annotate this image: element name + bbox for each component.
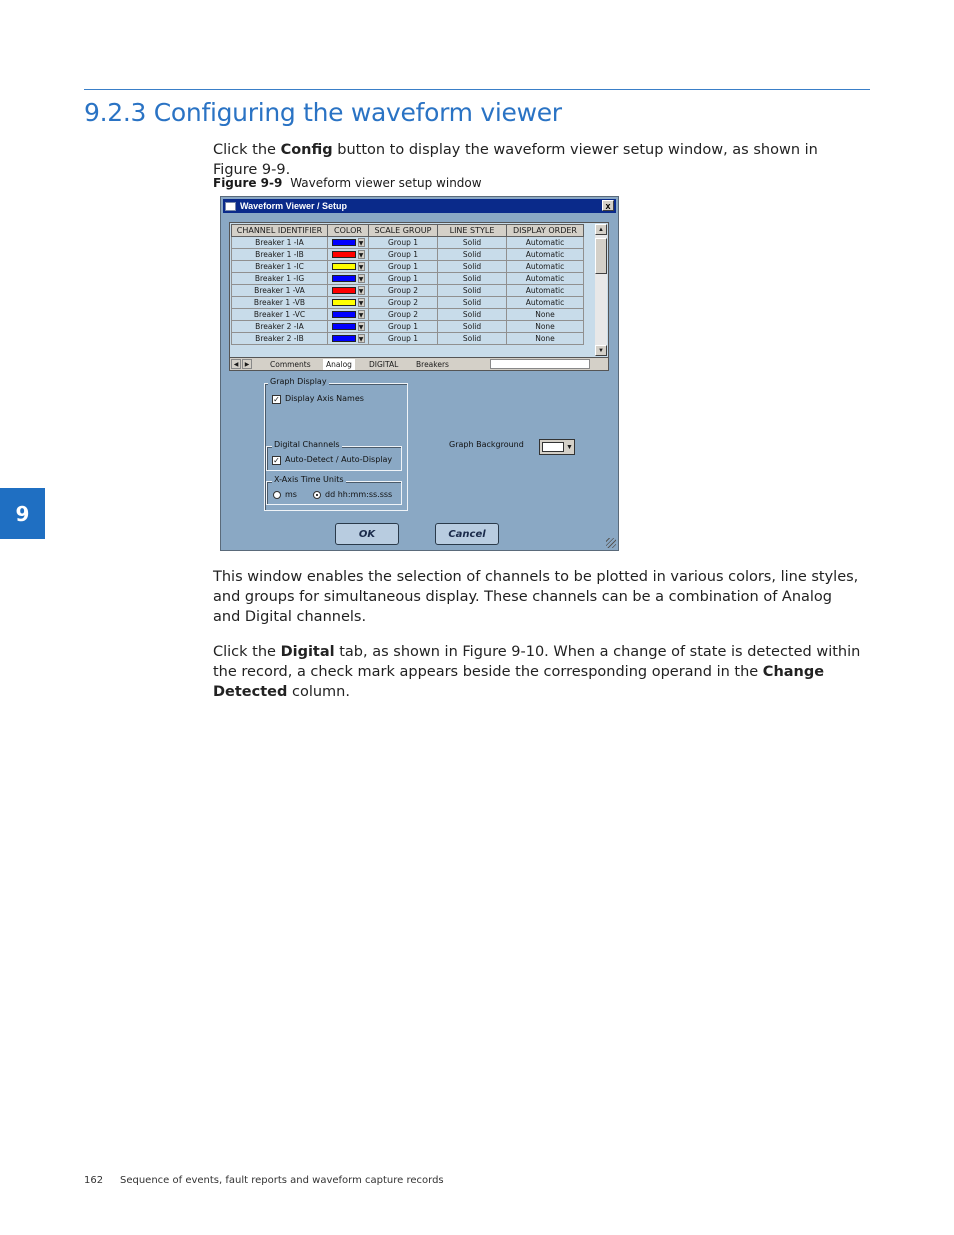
line-style-cell[interactable]: Solid: [438, 237, 507, 249]
channel-identifier-cell[interactable]: Breaker 1 -IG: [232, 273, 328, 285]
table-row[interactable]: [232, 321, 584, 333]
window-app-icon: [225, 202, 236, 211]
chevron-down-icon: ▼: [566, 443, 573, 451]
intro-paragraph: Click the Config button to display the waveform viewer setup window, as shown in Figure 9-9.: [213, 142, 818, 178]
color-dropdown[interactable]: [328, 309, 368, 320]
channel-identifier-cell[interactable]: Breaker 1 -IC: [232, 261, 328, 273]
line-style-cell[interactable]: Solid: [438, 297, 507, 309]
color-cell[interactable]: [328, 297, 369, 309]
column-header[interactable]: LINE STYLE: [438, 225, 507, 237]
channel-identifier-cell[interactable]: Breaker 1 -VC: [232, 309, 328, 321]
table-row[interactable]: [232, 285, 584, 297]
scale-group-cell[interactable]: Group 1: [369, 321, 438, 333]
chevron-down-icon[interactable]: ▼: [358, 276, 364, 283]
scroll-down-icon[interactable]: ▼: [595, 345, 607, 356]
color-dropdown[interactable]: [328, 273, 368, 284]
table-row[interactable]: [232, 309, 584, 321]
color-cell[interactable]: [328, 261, 369, 273]
table-header: [232, 225, 584, 237]
scroll-up-icon[interactable]: ▲: [595, 224, 607, 235]
scale-group-cell[interactable]: Group 1: [369, 333, 438, 345]
line-style-cell[interactable]: Solid: [438, 321, 507, 333]
display-order-cell[interactable]: Automatic: [507, 249, 584, 261]
scale-group-cell[interactable]: Group 1: [369, 273, 438, 285]
display-order-cell[interactable]: Automatic: [507, 237, 584, 249]
table-body: [232, 237, 584, 345]
line-style-cell[interactable]: Solid: [438, 333, 507, 345]
tab-prev-icon[interactable]: ◀: [231, 359, 241, 369]
color-swatch: [332, 311, 356, 318]
color-swatch: [332, 335, 356, 342]
ms-radio[interactable]: [273, 491, 281, 499]
graph-display-label: Graph Display: [270, 377, 327, 386]
column-header[interactable]: COLOR: [328, 225, 369, 237]
display-order-cell[interactable]: None: [507, 309, 584, 321]
x-axis-label: X-Axis Time Units: [274, 475, 344, 484]
time-format-label: dd hh:mm:ss.sss: [325, 490, 393, 499]
column-header[interactable]: CHANNEL IDENTIFIER: [232, 225, 328, 237]
scroll-thumb[interactable]: [595, 238, 607, 274]
color-cell[interactable]: [328, 285, 369, 297]
scale-group-cell[interactable]: Group 1: [369, 261, 438, 273]
display-order-cell[interactable]: Automatic: [507, 261, 584, 273]
time-format-radio[interactable]: [313, 491, 321, 499]
channel-table: [231, 224, 584, 345]
graph-background-picker[interactable]: [539, 439, 575, 455]
graph-background-label: Graph Background: [449, 440, 524, 449]
color-swatch: [332, 287, 356, 294]
display-order-cell[interactable]: Automatic: [507, 273, 584, 285]
window-titlebar: [223, 199, 616, 213]
color-cell[interactable]: [328, 321, 369, 333]
horizontal-scrollbar[interactable]: [490, 359, 590, 369]
section-heading: 9.2.3 Configuring the waveform viewer: [84, 98, 562, 127]
chevron-down-icon[interactable]: ▼: [358, 336, 364, 343]
chevron-down-icon[interactable]: ▼: [358, 300, 364, 307]
color-swatch: [332, 275, 356, 282]
color-swatch: [332, 323, 356, 330]
channel-identifier-cell[interactable]: Breaker 2 -IA: [232, 321, 328, 333]
display-order-cell[interactable]: Automatic: [507, 285, 584, 297]
tab-next-icon[interactable]: ▶: [242, 359, 252, 369]
scale-group-cell[interactable]: Group 1: [369, 249, 438, 261]
digital-channels-label: Digital Channels: [274, 440, 340, 449]
display-order-cell[interactable]: None: [507, 333, 584, 345]
chevron-down-icon[interactable]: ▼: [358, 324, 364, 331]
color-cell[interactable]: [328, 249, 369, 261]
table-row[interactable]: [232, 297, 584, 309]
auto-detect-checkbox[interactable]: ✓: [273, 456, 280, 465]
table-row[interactable]: [232, 261, 584, 273]
channel-grid: [229, 222, 609, 358]
color-dropdown[interactable]: [328, 333, 368, 344]
scale-group-cell[interactable]: Group 2: [369, 285, 438, 297]
column-header[interactable]: DISPLAY ORDER: [507, 225, 584, 237]
cancel-button[interactable]: Cancel: [435, 523, 499, 545]
header-rule: [84, 89, 870, 90]
line-style-cell[interactable]: Solid: [438, 273, 507, 285]
column-header[interactable]: SCALE GROUP: [369, 225, 438, 237]
scale-group-cell[interactable]: Group 1: [369, 237, 438, 249]
color-dropdown[interactable]: [328, 297, 368, 308]
tab-breakers[interactable]: Breakers: [416, 360, 449, 369]
color-dropdown[interactable]: [328, 237, 368, 248]
vertical-scrollbar[interactable]: [595, 224, 607, 356]
color-swatch: [332, 239, 356, 246]
digital-tab-paragraph: Click the Digital tab, as shown in Figure 9-10. When a change of state is detected within the record, a check mark appears beside the corresponding operand in the Change Detected column.: [213, 644, 861, 700]
chapter-tab: 9: [0, 488, 45, 539]
chevron-down-icon[interactable]: ▼: [358, 288, 364, 295]
channel-identifier-cell[interactable]: Breaker 2 -IB: [232, 333, 328, 345]
line-style-cell[interactable]: Solid: [438, 309, 507, 321]
close-button[interactable]: x: [602, 200, 614, 211]
ms-label: ms: [285, 490, 297, 499]
display-order-cell[interactable]: None: [507, 321, 584, 333]
page-number: 162: [84, 1175, 104, 1186]
display-axis-names-checkbox[interactable]: ✓: [273, 395, 280, 404]
auto-detect-label: Auto-Detect / Auto-Display: [285, 455, 393, 464]
scale-group-cell[interactable]: Group 2: [369, 297, 438, 309]
tab-digital[interactable]: DIGITAL: [369, 360, 399, 369]
chevron-down-icon[interactable]: ▼: [358, 312, 364, 319]
color-cell[interactable]: [328, 273, 369, 285]
color-swatch: [332, 299, 356, 306]
color-cell[interactable]: [328, 309, 369, 321]
line-style-cell[interactable]: Solid: [438, 249, 507, 261]
color-dropdown[interactable]: [328, 249, 368, 260]
color-swatch: [332, 251, 356, 258]
channel-identifier-cell[interactable]: Breaker 1 -VB: [232, 297, 328, 309]
graph-background-swatch: [542, 442, 564, 452]
color-dropdown[interactable]: [328, 261, 368, 272]
color-swatch: [332, 263, 356, 270]
chevron-down-icon[interactable]: ▼: [358, 264, 364, 271]
table-row[interactable]: [232, 333, 584, 345]
color-cell[interactable]: [328, 237, 369, 249]
channel-identifier-cell[interactable]: Breaker 1 -IB: [232, 249, 328, 261]
line-style-cell[interactable]: Solid: [438, 285, 507, 297]
waveform-setup-window: [220, 196, 619, 551]
chevron-down-icon[interactable]: ▼: [358, 252, 364, 259]
chevron-down-icon[interactable]: ▼: [358, 240, 364, 247]
display-axis-names-label: Display Axis Names: [285, 394, 364, 403]
scale-group-cell[interactable]: Group 2: [369, 309, 438, 321]
channel-identifier-cell[interactable]: Breaker 1 -IA: [232, 237, 328, 249]
table-row[interactable]: [232, 237, 584, 249]
tab-comments[interactable]: Comments: [270, 360, 311, 369]
tab-analog[interactable]: Analog: [323, 359, 355, 370]
ok-button[interactable]: OK: [335, 523, 399, 545]
color-dropdown[interactable]: [328, 321, 368, 332]
display-order-cell[interactable]: Automatic: [507, 297, 584, 309]
color-cell[interactable]: [328, 333, 369, 345]
figure-caption: Figure 9-9 Waveform viewer setup window: [213, 176, 482, 190]
window-title: Waveform Viewer / Setup: [240, 201, 348, 211]
color-dropdown[interactable]: [328, 285, 368, 296]
resize-grip-icon[interactable]: [606, 538, 616, 548]
line-style-cell[interactable]: Solid: [438, 261, 507, 273]
sheet-tabstrip: [229, 357, 609, 371]
channel-identifier-cell[interactable]: Breaker 1 -VA: [232, 285, 328, 297]
table-row[interactable]: [232, 249, 584, 261]
description-paragraph: This window enables the selection of channels to be plotted in various colors, line styles, and groups for simultaneous display. These channels can be a combination of Analog and Digital channels.: [213, 569, 859, 625]
table-row[interactable]: [232, 273, 584, 285]
footer-title: Sequence of events, fault reports and waveform capture records: [120, 1175, 444, 1186]
